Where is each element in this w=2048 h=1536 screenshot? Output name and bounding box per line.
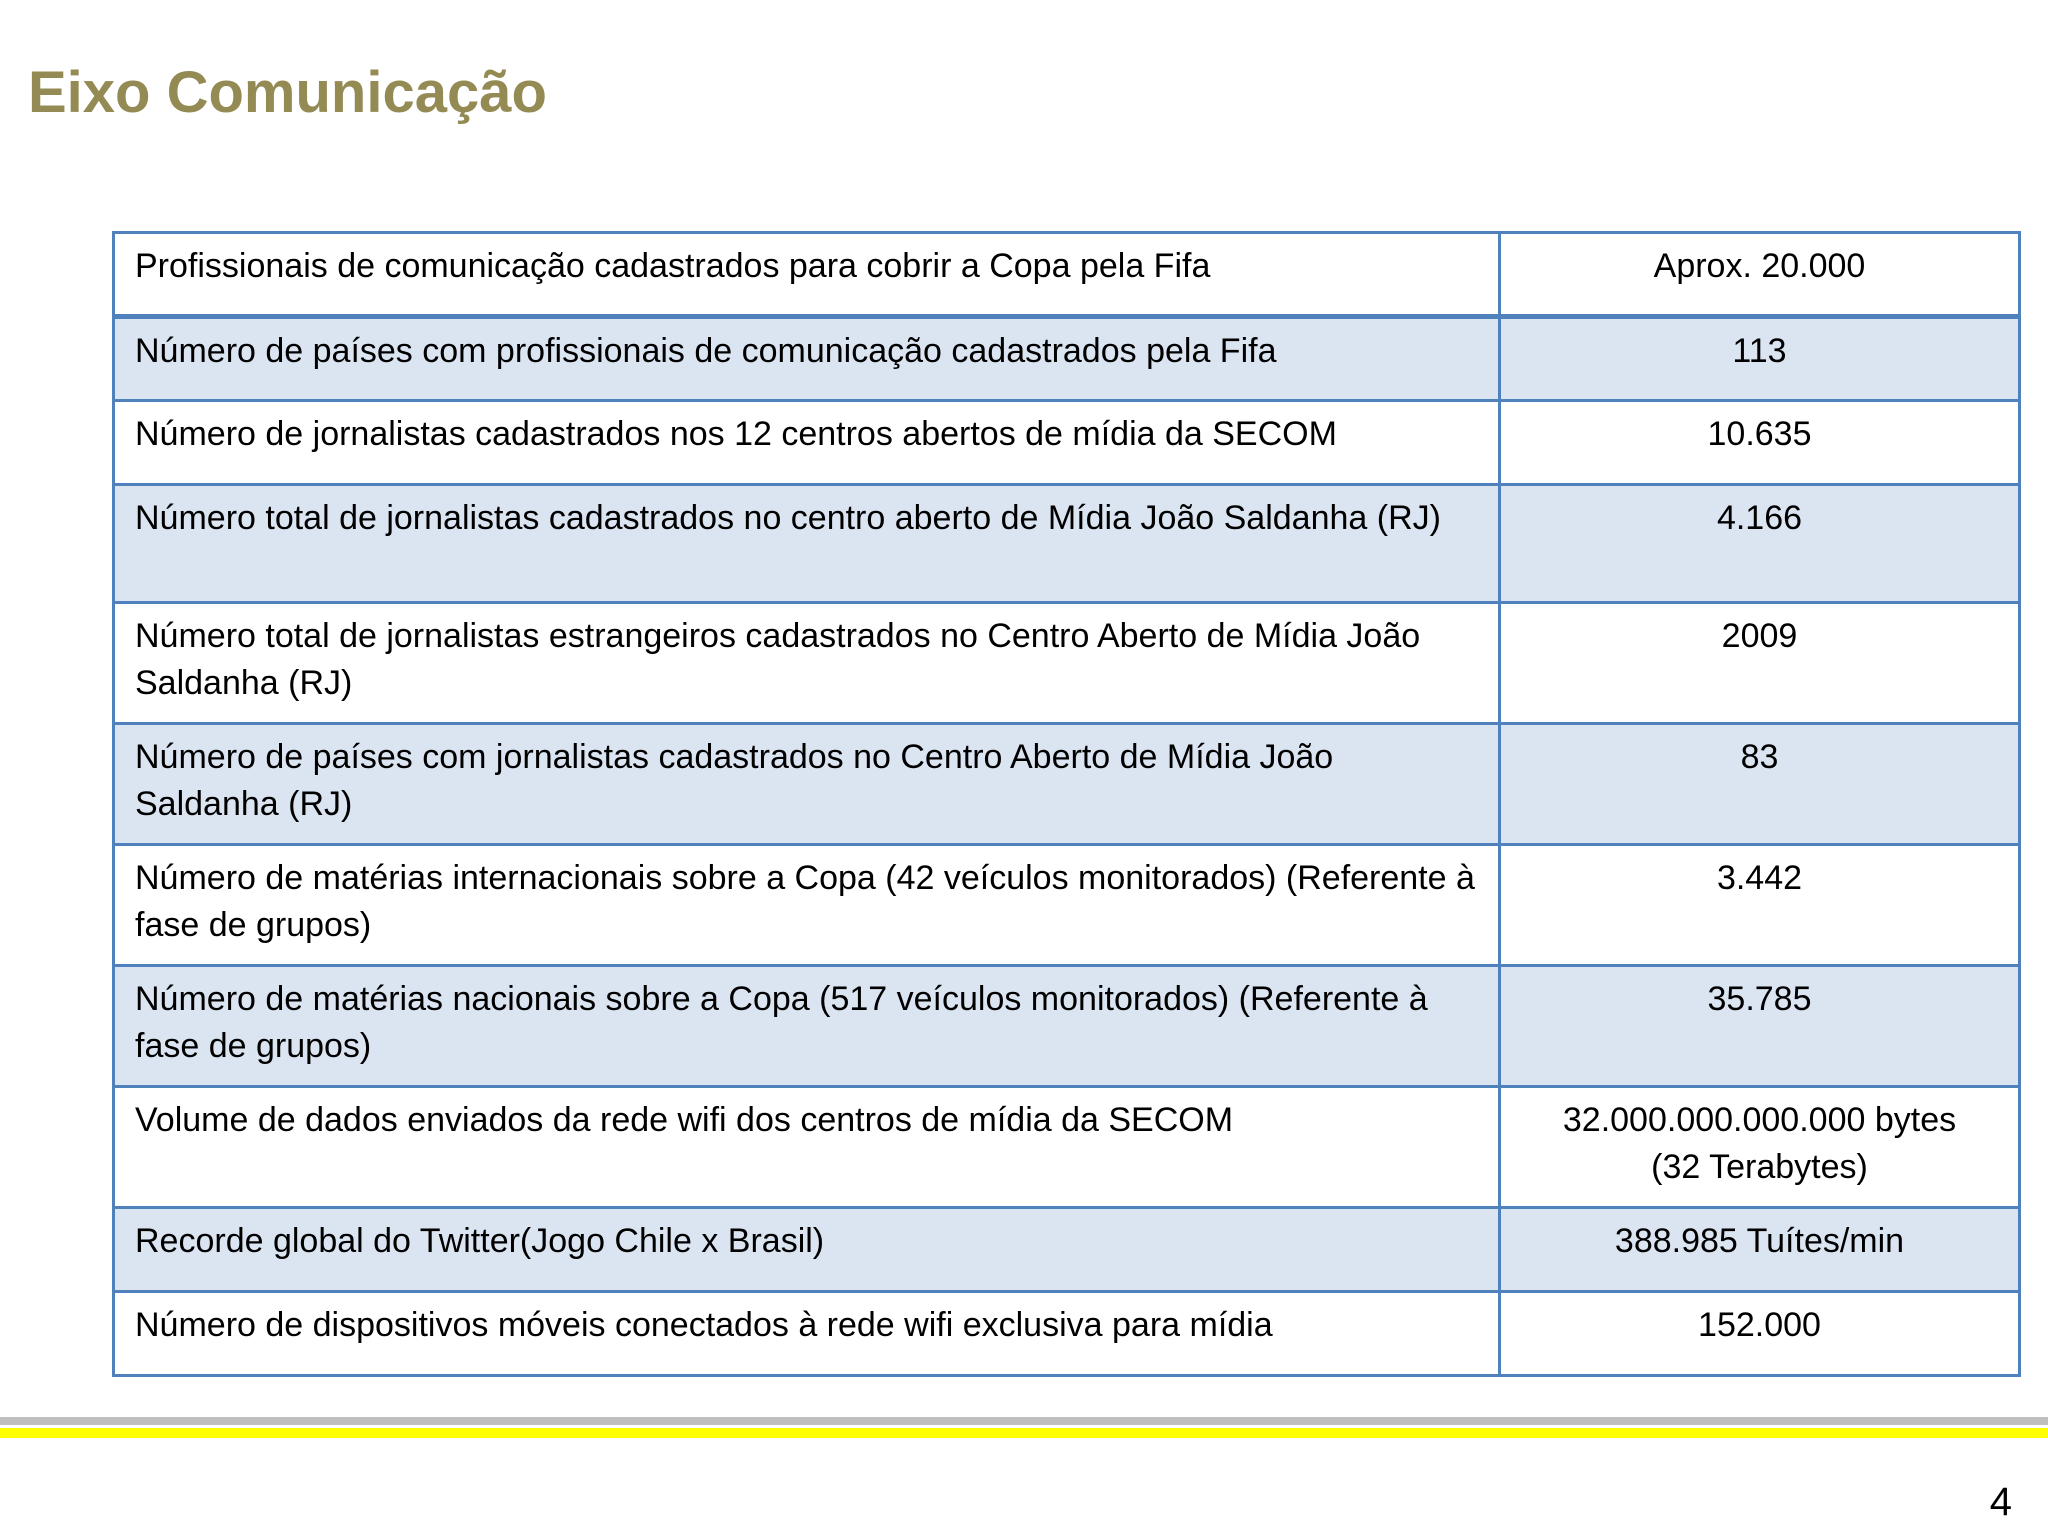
footer-divider-gray xyxy=(0,1417,2048,1425)
row-value: Aprox. 20.000 xyxy=(1500,233,2020,317)
table-row xyxy=(114,966,2020,1087)
row-value xyxy=(1500,1087,2020,1208)
table-row xyxy=(114,1292,2020,1376)
row-label: Recorde global do Twitter(Jogo Chile x Brasil) xyxy=(114,1208,1500,1292)
row-label: Volume de dados enviados da rede wifi dos centros de mídia da SECOM xyxy=(114,1087,1500,1208)
row-label: Número de matérias internacionais sobre a Copa (42 veículos monitorados) (Referente à fase de grupos) xyxy=(114,845,1500,966)
row-value: 388.985 Tuítes/min xyxy=(1500,1208,2020,1292)
table-row xyxy=(114,1087,2020,1208)
table-row xyxy=(114,485,2020,603)
table-row xyxy=(114,603,2020,724)
slide-title: Eixo Comunicação xyxy=(28,60,547,125)
row-value: 35.785 xyxy=(1500,966,2020,1087)
row-value-note: (32 Terabytes) xyxy=(1651,1148,1868,1186)
row-value: 3.442 xyxy=(1500,845,2020,966)
row-value: 152.000 xyxy=(1500,1292,2020,1376)
row-label: Número de países com profissionais de comunicação cadastrados pela Fifa xyxy=(114,317,1500,401)
row-label: Número total de jornalistas cadastrados no centro aberto de Mídia João Saldanha (RJ) xyxy=(114,485,1500,603)
page-number: 4 xyxy=(1989,1480,2012,1524)
statistics-table xyxy=(112,231,2021,1377)
row-label: Número de dispositivos móveis conectados à rede wifi exclusiva para mídia xyxy=(114,1292,1500,1376)
row-value: 83 xyxy=(1500,724,2020,845)
row-label: Número de jornalistas cadastrados nos 12 centros abertos de mídia da SECOM xyxy=(114,401,1500,485)
row-label: Profissionais de comunicação cadastrados para cobrir a Copa pela Fifa xyxy=(114,233,1500,317)
row-value-main: 32.000.000.000.000 bytes xyxy=(1562,1101,1957,1139)
table-row xyxy=(114,233,2020,317)
row-value: 4.166 xyxy=(1500,485,2020,603)
row-label: Número de matérias nacionais sobre a Copa (517 veículos monitorados) (Referente à fase de grupos) xyxy=(114,966,1500,1087)
row-value: 10.635 xyxy=(1500,401,2020,485)
row-label: Número de países com jornalistas cadastrados no Centro Aberto de Mídia João Saldanha (RJ) xyxy=(114,724,1500,845)
table-row xyxy=(114,317,2020,401)
row-label: Número total de jornalistas estrangeiros cadastrados no Centro Aberto de Mídia João Saldanha (RJ) xyxy=(114,603,1500,724)
table-row xyxy=(114,1208,2020,1292)
table-row xyxy=(114,845,2020,966)
table-row xyxy=(114,724,2020,845)
row-value: 2009 xyxy=(1500,603,2020,724)
table-row xyxy=(114,401,2020,485)
row-value: 113 xyxy=(1500,317,2020,401)
footer-divider-yellow xyxy=(0,1428,2048,1438)
